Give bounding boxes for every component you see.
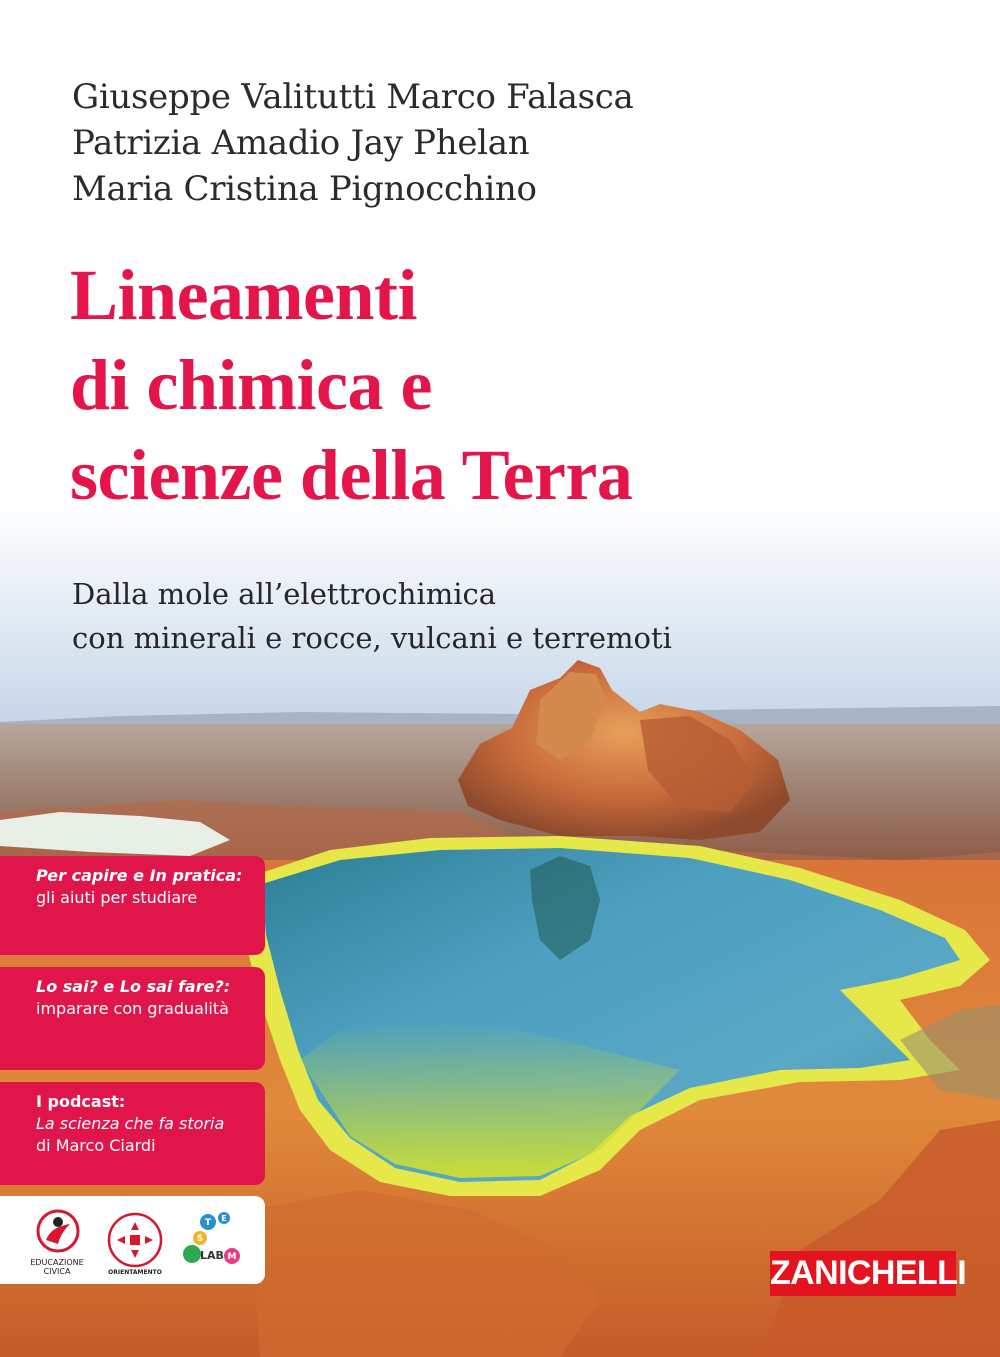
educazione-civica-label: EDUCAZIONE CIVICA	[30, 1258, 84, 1276]
feature-tab-heading: Lo sai? e Lo sai fare?:	[36, 977, 231, 996]
svg-text:ORIENTAMENTO: ORIENTAMENTO	[108, 1269, 162, 1276]
feature-tab-text: gli aiuti per studiare	[36, 888, 198, 907]
title-line: Lineamenti	[70, 255, 417, 335]
feature-tab-heading: Per capire e In pratica:	[36, 866, 243, 885]
feature-tab-heading: I podcast:	[36, 1092, 126, 1111]
title-line: scienze della Terra	[70, 435, 633, 515]
author-line: Patrizia Amadio Jay Phelan	[72, 123, 530, 163]
orientamento-label	[108, 1269, 162, 1276]
svg-text:T: T	[204, 1218, 212, 1228]
book-subtitle	[72, 572, 672, 660]
author-line: Maria Cristina Pignocchino	[72, 169, 537, 209]
orientamento-compass-icon	[104, 1204, 166, 1276]
svg-text:S: S	[196, 1234, 204, 1244]
publisher-logo: ZANICHELLI	[770, 1251, 956, 1296]
svg-text:LAB: LAB	[200, 1249, 224, 1262]
feature-tab-text: La scienza che fa storia	[36, 1114, 225, 1133]
authors-block	[72, 74, 634, 212]
feature-tab-podcast	[0, 1082, 265, 1185]
feature-tab-per-capire	[0, 856, 265, 955]
title-line: di chimica e	[70, 345, 432, 425]
feature-tab-lo-sai	[0, 967, 265, 1070]
subtitle-line: Dalla mole all’elettrochimica	[72, 577, 496, 611]
stem-lab-icon	[178, 1212, 242, 1270]
svg-text:M: M	[227, 1252, 237, 1262]
book-title	[70, 250, 632, 520]
subtitle-line: con minerali e rocce, vulcani e terremoti	[72, 621, 672, 655]
author-line: Giuseppe Valitutti Marco Falasca	[72, 77, 634, 117]
feature-tab-text: imparare con gradualità	[36, 999, 229, 1018]
svg-text:E: E	[221, 1214, 227, 1223]
educazione-civica-logo-icon	[34, 1206, 82, 1256]
logos-panel	[0, 1196, 265, 1284]
feature-tab-text: di Marco Ciardi	[36, 1136, 156, 1155]
